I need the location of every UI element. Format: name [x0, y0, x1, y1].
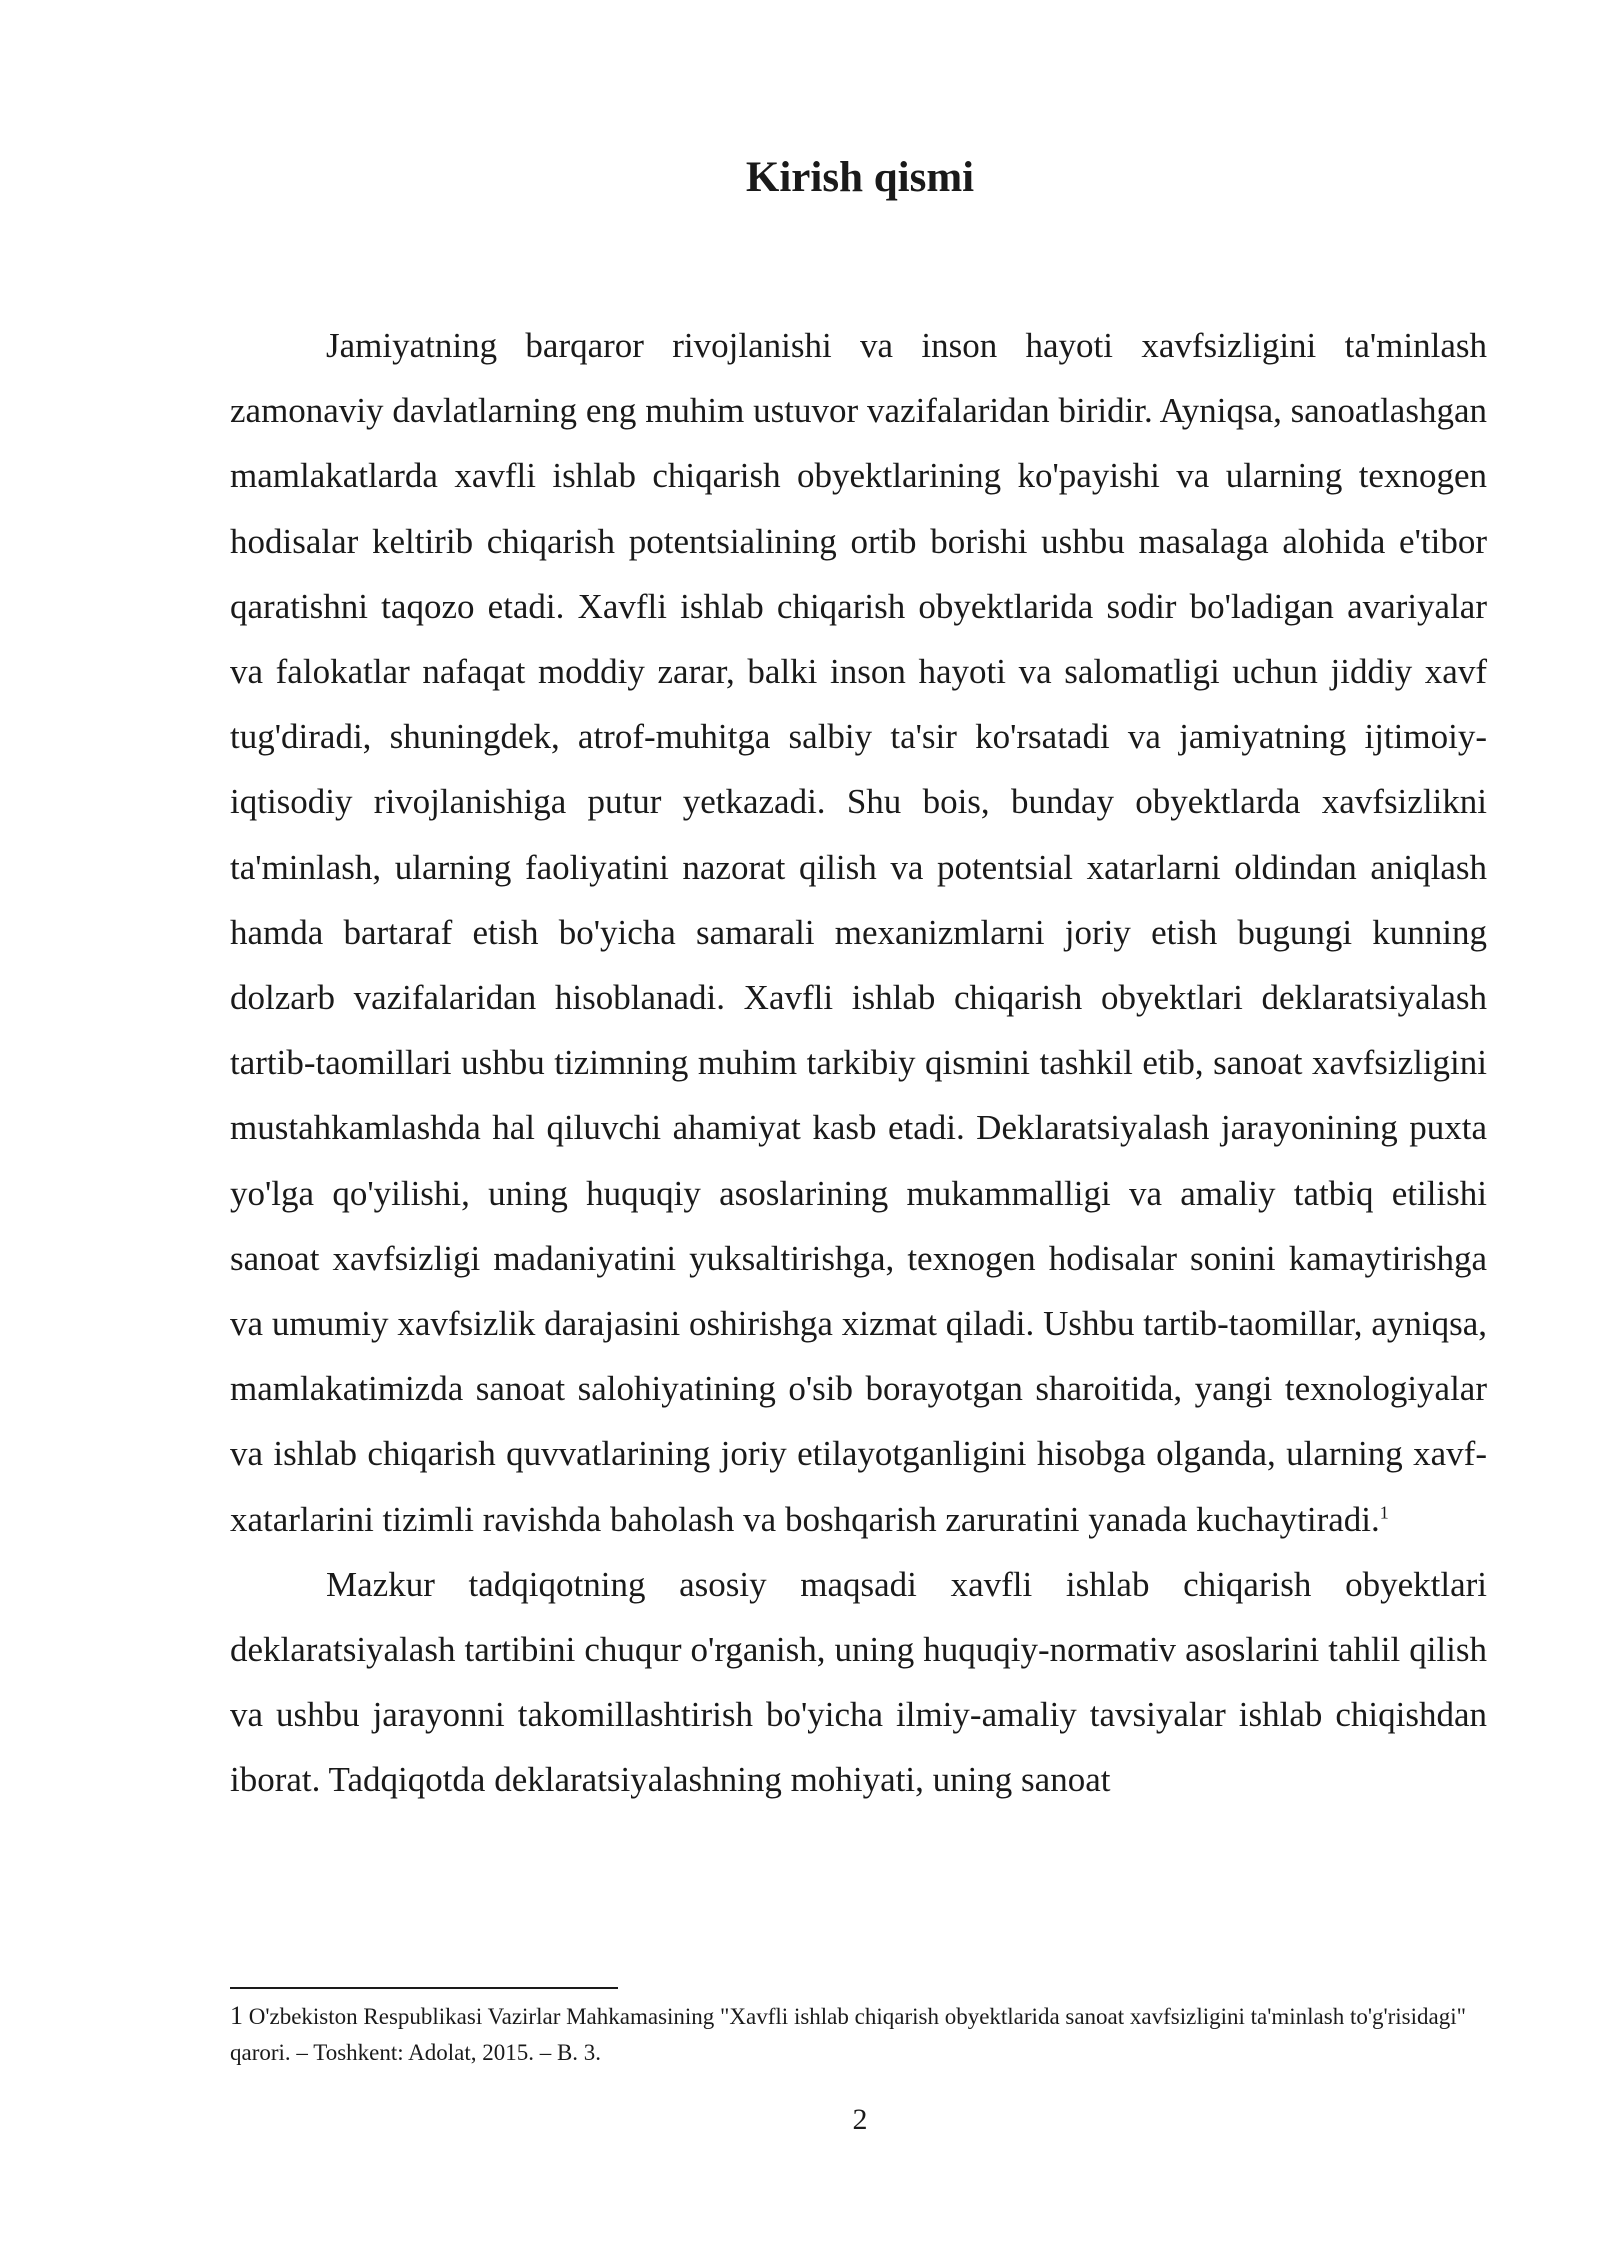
body-text: [230, 313, 1487, 1813]
paragraph-1-text: Jamiyatning barqaror rivojlanishi va inson hayoti xavfsizligini ta'minlash zamonaviy davlatlarning eng muhim ustuvor vazifalaridan biridir. Ayniqsa, sanoatlashgan mamlakatlarda xavfli ishlab chiqarish obyektlarining ko'payishi va ularning texnogen hodisalar keltirib chiqarish potentsialining ortib borishi ushbu masalaga alohida e'tibor qaratishni taqozo etadi. Xavfli ishlab chiqarish obyektlarida sodir bo'ladigan avariyalar va falokatlar nafaqat moddiy zarar, balki inson hayoti va salomatligi uchun jiddiy xavf tug'diradi, shuningdek, atrof-muhitga salbiy ta'sir ko'rsatadi va jamiyatning ijtimoiy-iqtisodiy rivojlanishiga putur yetkazadi. Shu bois, bunday obyektlarda xavfsizlikni ta'minlash, ularning faoliyatini nazorat qilish va potentsial xatarlarni oldindan aniqlash hamda bartaraf etish bo'yicha samarali mexanizmlarni joriy etish bugungi kunning dolzarb vazifalaridan hisoblanadi. Xavfli ishlab chiqarish obyektlari deklaratsiyalash tartib-taomillari ushbu tizimning muhim tarkibiy qismini tashkil etib, sanoat xavfsizligini mustahkamlashda hal qiluvchi ahamiyat kasb etadi. Deklaratsiyalash jarayonining puxta yo'lga qo'yilishi, uning huquqiy asoslarining mukammalligi va amaliy tatbiq etilishi sanoat xavfsizligi madaniyatini yuksaltirishga, texnogen hodisalar sonini kamaytirishga va umumiy xavfsizlik darajasini oshirishga xizmat qiladi. Ushbu tartib-taomillar, ayniqsa, mamlakatimizda sanoat salohiyatining o'sib borayotgan sharoitida, yangi texnologiyalar va ishlab chiqarish quvvatlarining joriy etilayotganligini hisobga olganda, ularning xavf-xatarlarini tizimli ravishda baholash va boshqarish zaruratini yanada kuchaytiradi.: [230, 326, 1487, 1539]
paragraph-2-text: Mazkur tadqiqotning asosiy maqsadi xavfli ishlab chiqarish obyektlari deklaratsiyalash tartibini chuqur o'rganish, uning huquqiy-normativ asoslarini tahlil qilish va ushbu jarayonni takomillashtirish bo'yicha ilmiy-amaliy tavsiyalar ishlab chiqishdan iborat. Tadqiqotda deklaratsiyalashning mohiyati, uning sanoat: [230, 1564, 1487, 1800]
footnote: [230, 1998, 1487, 2071]
section-title: Kirish qismi: [745, 154, 975, 201]
footnote-separator: [230, 1987, 618, 1989]
footnote-number: 1: [230, 2001, 243, 2030]
footnote-text: O'zbekiston Respublikasi Vazirlar Mahkamasining "Xavfli ishlab chiqarish obyektlarida sanoat xavfsizligini ta'minlash to'g'risidagi" qarori. – Toshkent: Adolat, 2015. – B. 3.: [230, 2004, 1467, 2065]
page-number: 2: [852, 2103, 868, 2136]
footnote-reference[interactable]: 1: [1379, 1502, 1389, 1522]
paragraph-2: [230, 1552, 1487, 1813]
paragraph-1: [230, 313, 1487, 1552]
